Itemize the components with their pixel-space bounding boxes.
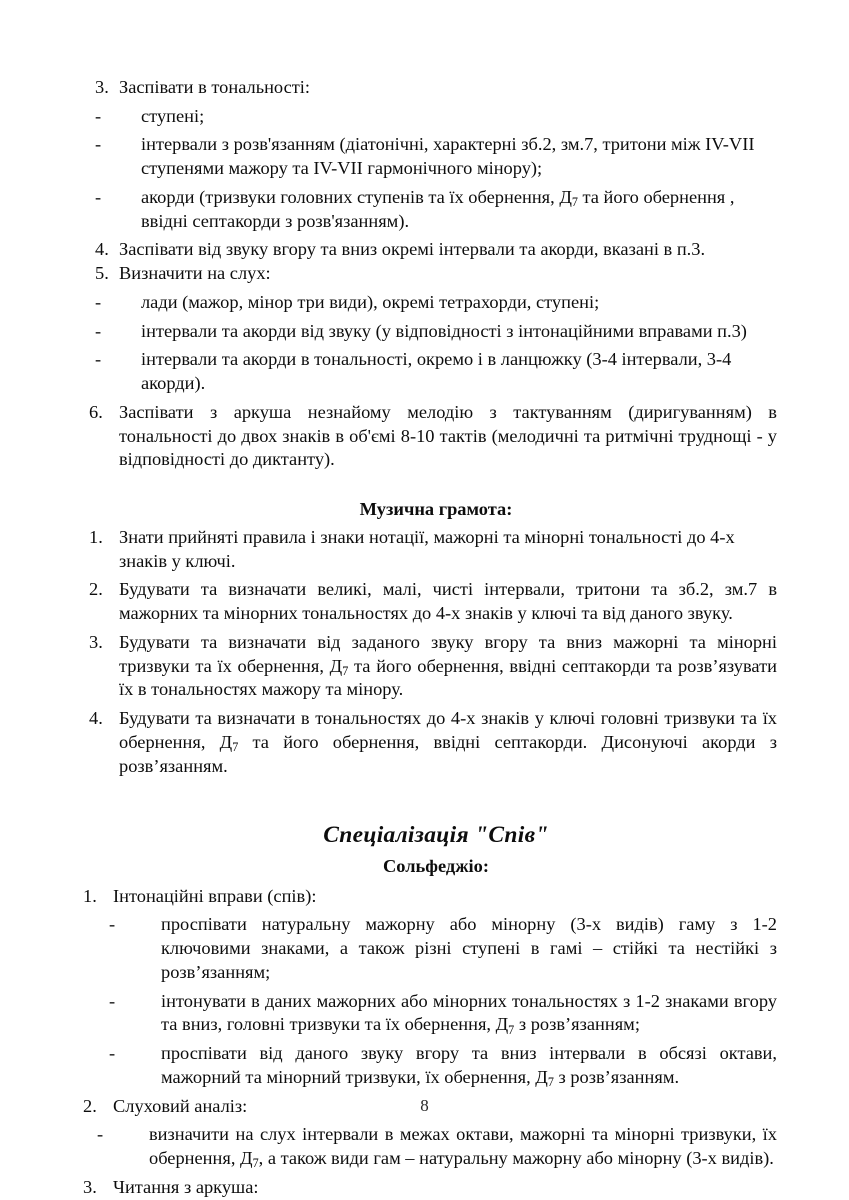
list-item <box>109 913 777 984</box>
list-marker: 6. <box>89 401 103 422</box>
subscript-seven: 7 <box>342 663 349 678</box>
list-item <box>97 1123 777 1170</box>
list-item <box>89 578 777 625</box>
list-marker: - <box>95 349 102 370</box>
list-item <box>83 1176 777 1200</box>
text-fragment: визначити на слух інтервали в межах октави, мажорні та мінорні тризвуки, їх обернення, Д <box>149 1124 777 1169</box>
text-fragment: проспівати від даного звуку вгору та вниз інтервали в обсязі октави, мажорний та мінорний тризвуки, їх обернення, Д <box>161 1043 777 1087</box>
list-text: інтервали та акорди від звуку (у відповідності з інтонаційними вправами п.3) <box>141 320 747 341</box>
list-marker: 4. <box>89 708 103 729</box>
list-item <box>95 186 777 233</box>
list-marker: 2. <box>89 579 103 600</box>
text-fragment: та його обернення, ввідні септакорди та розв’язувати їх в тональностях мажору та мінору. <box>119 655 777 700</box>
list-text: Читання з аркуша: <box>113 1176 259 1197</box>
specialization-title: Спеціалізація "Спів" <box>323 822 549 849</box>
text-fragment: , а також види гам – натуральну мажорну або мінорну (3-х видів). <box>258 1148 774 1169</box>
text-fragment: акорди (тризвуки головних ступенів та їх обернення, Д <box>141 186 572 207</box>
list-item <box>109 990 777 1037</box>
text-fragment: та його обернення, ввідні септакорди. Дисонуючі акорди з розв’язанням. <box>119 731 777 776</box>
list-text: Інтонаційні вправи (спів): <box>113 885 317 906</box>
list-item <box>89 631 777 702</box>
list-item <box>95 133 777 180</box>
list-marker: - <box>97 1124 104 1145</box>
list-text: Слуховий аналіз: <box>113 1095 248 1116</box>
section-heading-music-theory: Музична грамота: <box>359 499 513 520</box>
subscript-seven: 7 <box>232 739 239 754</box>
list-marker: 3. <box>83 1176 97 1197</box>
list-marker: - <box>109 990 116 1011</box>
list-text: Знати прийняті правила і знаки нотації, мажорні та мінорні тональності до 4-х знаків у ключі. <box>119 526 735 571</box>
text-fragment: з розв’язанням; <box>514 1014 640 1035</box>
list-item <box>95 262 777 286</box>
subscript-seven: 7 <box>252 1156 259 1171</box>
list-marker: 1. <box>83 885 97 906</box>
list-text <box>161 1042 777 1089</box>
list-marker: 1. <box>89 526 103 547</box>
list-text: Заспівати в тональності: <box>119 77 311 97</box>
list-marker: - <box>95 320 102 341</box>
page-content <box>83 76 777 1200</box>
list-marker: - <box>95 134 102 155</box>
text-fragment: інтонувати в даних мажорних або мінорних тональностях з 1-2 знаками вгору та вниз, головні тризвуки та їх обернення, Д <box>161 990 777 1035</box>
list-item <box>83 885 777 909</box>
specialization-subtitle: Сольфеджіо: <box>383 855 489 876</box>
list-marker: - <box>109 914 116 935</box>
list-text: інтервали з розв'язанням (діатонічні, характерні зб.2, зм.7, тритони між IV-VII ступенями мажору та IV-VII гармонічного мінору); <box>141 134 755 179</box>
list-text: ступені; <box>141 105 205 126</box>
text-fragment: Будувати та визначати в тональностях до 4-х знаків у ключі головні тризвуки та їх обернення, Д <box>119 708 777 752</box>
subscript-seven: 7 <box>571 195 578 210</box>
subscript-seven: 7 <box>547 1075 554 1090</box>
list-item <box>109 1042 777 1089</box>
list-marker: 2. <box>83 1095 97 1116</box>
page-number: 8 <box>420 1096 429 1115</box>
list-item <box>95 76 777 100</box>
list-marker: - <box>95 105 102 126</box>
text-fragment: та його обернення , ввідні септакорди з розв'язанням). <box>141 186 735 231</box>
list-marker: 3. <box>95 77 109 97</box>
list-item <box>95 320 777 344</box>
list-text: Заспівати з аркуша незнайому мелодію з тактуванням (диригуванням) в тональності до двох знаків в об'ємі 8-10 тактів (мелодичні та ритмічні труднощі - у відповідності до диктанту). <box>119 401 777 470</box>
list-text <box>119 631 777 702</box>
list-text <box>161 990 777 1037</box>
list-text: Будувати та визначати великі, малі, чисті інтервали, тритони та зб.2, зм.7 в мажорних та мінорних тональностях до 4-х знаків у ключі та від даного звуку. <box>119 579 777 624</box>
list-text <box>119 707 777 778</box>
list-item <box>95 291 777 315</box>
subscript-seven: 7 <box>508 1022 515 1037</box>
list-item <box>89 526 777 573</box>
list-text: проспівати натуральну мажорну або мінорну (3-х видів) гаму з 1-2 ключовими знаками, а також різні ступені в гамі – стійкі та нестійкі з розв’язанням; <box>161 914 777 982</box>
list-marker: 3. <box>89 631 103 652</box>
list-text <box>141 186 777 233</box>
list-item <box>89 401 777 472</box>
list-marker: - <box>95 291 102 312</box>
text-fragment: Будувати та визначати від заданого звуку вгору та вниз мажорні та мінорні тризвуки та їх обернення, Д <box>119 631 777 676</box>
list-marker: 5. <box>95 263 109 284</box>
list-text: Визначити на слух: <box>119 263 271 284</box>
list-item <box>89 707 777 778</box>
list-marker: 4. <box>95 239 109 260</box>
list-item <box>95 348 777 395</box>
list-marker: - <box>95 186 102 207</box>
text-fragment: з розв’язанням. <box>553 1066 680 1087</box>
list-text <box>149 1123 777 1170</box>
list-item <box>95 238 777 262</box>
list-text: інтервали та акорди в тональності, окремо і в ланцюжку (3-4 інтервали, 3-4 акорди). <box>141 349 732 394</box>
list-marker: - <box>109 1043 116 1064</box>
list-item <box>95 105 777 129</box>
list-text: Заспівати від звуку вгору та вниз окремі інтервали та акорди, вказані в п.3. <box>119 239 706 260</box>
list-text: лади (мажор, мінор три види), окремі тетрахорди, ступені; <box>141 291 600 312</box>
